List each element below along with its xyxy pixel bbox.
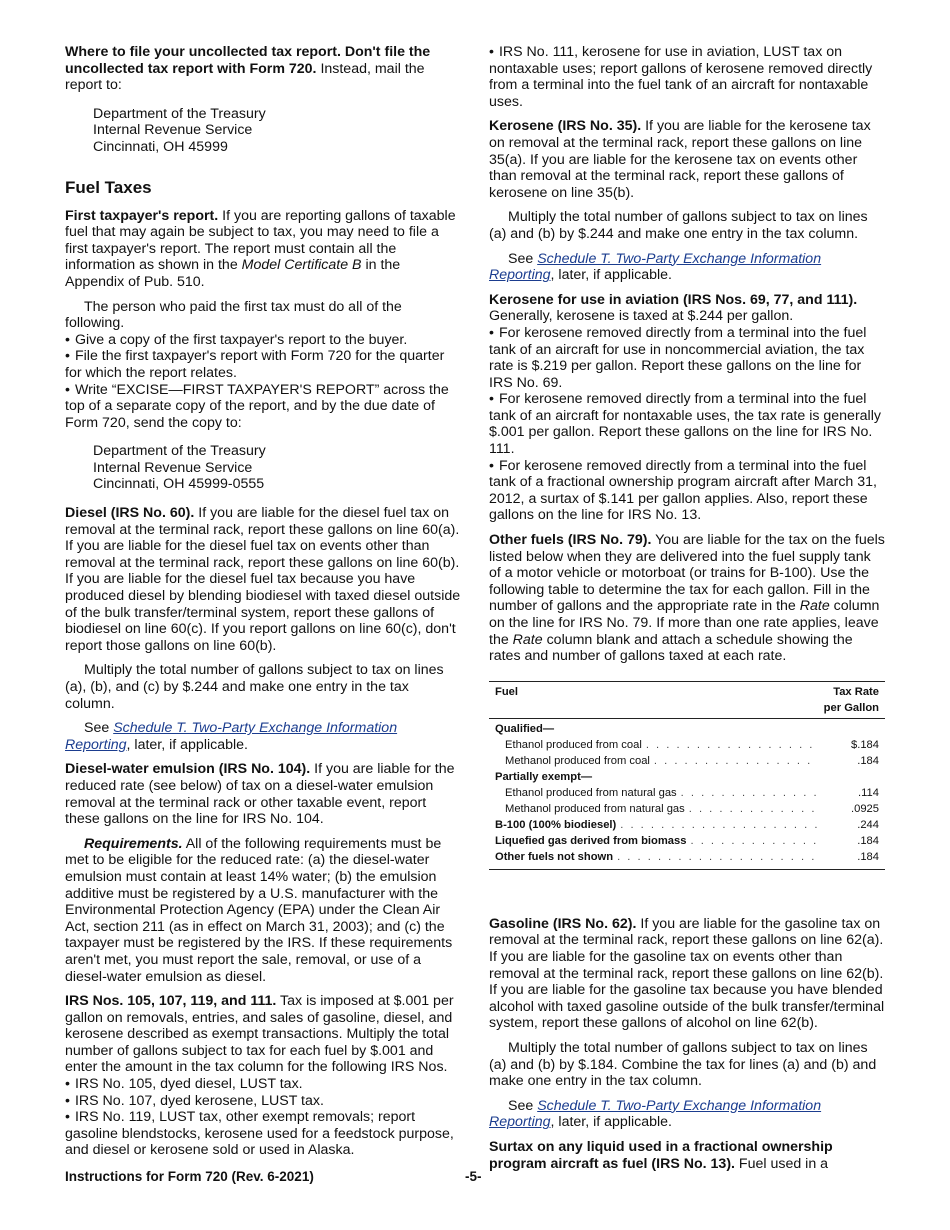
left-column (65, 44, 461, 1159)
list-item: • For kerosene removed directly from a terminal into the fuel tank of an aircraft for use in noncommercial aviation, the tax rate is $.219 per gallon. Report these gallons on the line for IRS No. 69. (489, 325, 885, 391)
surtax-paragraph: Surtax on any liquid used in a fractional ownership program aircraft as fuel (IRS No. 13). Fuel used in a (489, 1138, 833, 1172)
list-item: • For kerosene removed directly from a terminal into the fuel tank of a fractional ownership program aircraft after March 31, 2012, a surtax of $.141 per gallon applies. Also, report these gallons on the line for IRS No. 13. (489, 458, 885, 524)
mailing-address-2: Department of the Treasury Internal Revenue Service Cincinnati, OH 45999-0555 (93, 443, 266, 493)
person-paid-paragraph: The person who paid the first tax must do all of the following. (65, 298, 402, 332)
mailing-address-1: Department of the Treasury Internal Revenue Service Cincinnati, OH 45999 (93, 105, 266, 155)
list-item: • For kerosene removed directly from a terminal into the fuel tank of an aircraft for nontaxable uses, the tax rate is generally $.001 per gallon. Report these gallons on the line for IRS No. 111. (489, 391, 885, 457)
see-schedule-t-1: See Schedule T. Two-Party Exchange Information Reporting, later, if applicable. (65, 720, 398, 753)
kerosene-paragraph: Kerosene (IRS No. 35). If you are liable for the kerosene tax on removal at the terminal rack, report these gallons on line 35(a). If you are liable for the kerosene tax on events other than removal at the terminal rack, report these gallons of kerosene on line 35(b). (489, 118, 871, 201)
first-taxpayer-paragraph: First taxpayer's report. If you are reporting gallons of taxable fuel that may again be subject to tax, you may need to file a first taxpayer's report. The report must contain all the information as shown in the Model Certificate B in the Appendix of Pub. 510. (65, 207, 456, 290)
table-header (489, 682, 885, 719)
list-item: • File the first taxpayer's report with Form 720 for the quarter for which the report relates. (65, 348, 461, 381)
list-item: • Give a copy of the first taxpayer's report to the buyer. (65, 332, 461, 349)
fuel-tax-rate-table (489, 681, 885, 870)
where-to-file-heading: Where to file your uncollected tax report. Don't file the uncollected tax report with Form 720. (65, 44, 431, 77)
column-header-fuel: Fuel (495, 685, 518, 698)
column-header-rate: Tax Rate per Gallon (823, 685, 879, 714)
table-row: Methanol produced from natural gas . . . .0925 (495, 801, 879, 817)
gasoline-multiply-paragraph: Multiply the total number of gallons subject to tax on lines (a) and (b) by $.184. Combine the tax for lines (a) and (b) and make one entry in the tax column. (489, 1039, 877, 1090)
emulsion-paragraph: Diesel-water emulsion (IRS No. 104). If you are liable for the reduced rate (see below) of tax on a diesel-water emulsion removal at the terminal rack or other taxable event, report these gallons on the line for IRS No. 104. (65, 761, 455, 828)
diesel-multiply-paragraph: Multiply the total number of gallons subject to tax on lines (a), (b), and (c) by $.244 and make one entry in the tax column. (65, 662, 444, 712)
footer-form-title: Instructions for Form 720 (Rev. 6-2021) (65, 1169, 314, 1184)
gasoline-paragraph: Gasoline (IRS No. 62). If you are liable for the gasoline tax on removal at the terminal rack, report these gallons on line 62(a). If you are liable for the gasoline tax on events other than removal at the terminal rack, report these gallons on line 62(b). If you are liable for the gasoline tax because you have blended alcohol with taxed gasoline outside of the bulk transfer/terminal system, report these gallons of alcohol on line 62(b). (489, 915, 885, 1032)
kerosene-multiply-paragraph: Multiply the total number of gallons subject to tax on lines (a) and (b) by $.244 and make one entry in the tax column. (489, 209, 868, 242)
see-schedule-t-3: See Schedule T. Two-Party Exchange Information Reporting, later, if applicable. (489, 1097, 822, 1131)
schedule-t-link[interactable]: Schedule T. Two-Party Exchange Information Reporting (489, 1097, 822, 1131)
page-number: -5- (465, 1169, 482, 1184)
table-row: Ethanol produced from natural gas . . . .114 (495, 785, 879, 801)
other-fuels-paragraph: Other fuels (IRS No. 79). You are liable for the tax on the fuels listed below when they are delivered into the fuel supply tank of a motor vehicle or motorboat (or trains for B-100). Use the following table to determine the tax for each gallon. Fill in the number of gallons and the appropriate rate in the Rate column on the line for IRS No. 79. If more than one rate applies, leave the Rate column blank and attach a schedule showing the rates and number of gallons taxed at each rate. (489, 532, 885, 665)
right-column (489, 44, 885, 1180)
schedule-t-link[interactable]: Schedule T. Two-Party Exchange Information Reporting (489, 250, 822, 284)
list-item: • IRS No. 107, dyed kerosene, LUST tax. (65, 1093, 461, 1110)
irs-nos-paragraph: IRS Nos. 105, 107, 119, and 111. Tax is imposed at $.001 per gallon on removals, entries, and sales of gasoline, diesel, and kerosene described as exempt transactions. Multiply the total number of gallons subject to tax for each fuel by $.001 and enter the amount in the tax column for the following IRS Nos. (65, 993, 454, 1076)
list-item: • IRS No. 119, LUST tax, other exempt removals; report gasoline blendstocks, kerosene used for a feedstock purpose, and diesel or kerosene sold or used in Alaska. (65, 1109, 461, 1159)
list-item: • IRS No. 105, dyed diesel, LUST tax. (65, 1076, 461, 1093)
table-row: Ethanol produced from coal . . . $.184 (495, 737, 879, 753)
table-group-label: Partially exempt— (495, 770, 593, 783)
table-row: Methanol produced from coal . . . .184 (495, 753, 879, 769)
table-group-label: Qualified— (495, 722, 555, 735)
table-body (489, 719, 885, 869)
table-row: B-100 (100% biodiesel) . . . .244 (495, 817, 879, 833)
requirements-paragraph: Requirements. All of the following requirements must be met to be eligible for the reduced rate: (a) the diesel-water emulsion must contain at least 14% water; (b) the emulsion additive must be registered by a U.S. manufacturer with the Environmental Protection Agency (EPA) under the Clean Air Act, section 211 (as in effect on March 31, 2003); and (c) the taxpayer must be registered by the IRS. If these requirements aren't met, you must report the sale, removal, or use of a diesel-water emulsion as diesel. (65, 835, 453, 985)
table-row: Liquefied gas derived from biomass . . . .184 (495, 833, 879, 849)
see-schedule-t-2: See Schedule T. Two-Party Exchange Information Reporting, later, if applicable. (489, 250, 822, 284)
diesel-paragraph: Diesel (IRS No. 60). If you are liable for the diesel fuel tax on removal at the terminal rack, report these gallons on line 60(a). If you are liable for the diesel fuel tax on events other than removal at the terminal rack, report these gallons on line 60(b). If you are liable for the diesel fuel tax because you have produced diesel by blending biodiesel with taxed diesel outside of the bulk transfer/terminal system, report these gallons of biodiesel on line 60(c). If you report gallons on line 60(c), don't report those gallons on line 60(b). (65, 505, 461, 654)
aviation-heading-paragraph: Kerosene for use in aviation (IRS Nos. 69, 77, and 111). Generally, kerosene is taxed at $.244 per gallon. (489, 291, 858, 325)
schedule-t-link[interactable]: Schedule T. Two-Party Exchange Information Reporting (65, 720, 398, 753)
list-item: • IRS No. 111, kerosene for use in aviation, LUST tax on nontaxable uses; report gallons of kerosene removed directly from a terminal into the fuel tank of an aircraft for nontaxable uses. (489, 44, 885, 110)
table-row: Other fuels not shown . . . .184 (495, 849, 879, 865)
where-to-file-paragraph: Where to file your uncollected tax report. Don't file the uncollected tax report with Form 720. Instead, mail the report to: (65, 44, 431, 94)
section-title: Fuel Taxes (65, 177, 152, 197)
list-item: • Write “EXCISE—FIRST TAXPAYER'S REPORT” across the top of a separate copy of the report, and by the due date of Form 720, send the copy to: (65, 382, 461, 432)
